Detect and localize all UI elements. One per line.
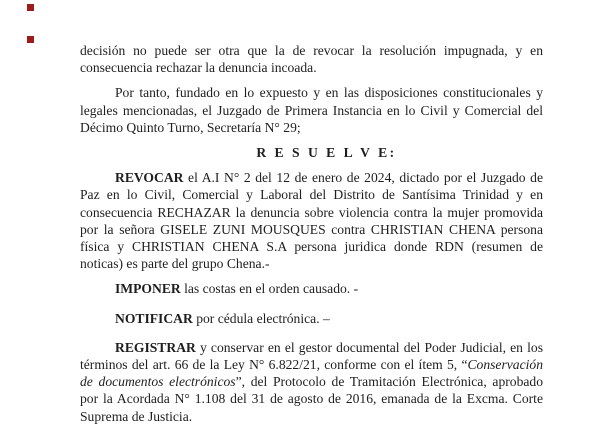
red-square-marker-bottom — [27, 36, 34, 43]
registrar-italic-citation: Conservación de documentos electrónicos — [80, 357, 543, 390]
paragraph-registrar-text-1: y conservar en el gestor documental del Poder Judicial, en los términos del art. 66 de la Ley N° 6.822/21, conforme con el ítem 5, “ — [80, 339, 543, 373]
revocar-keyword: REVOCAR — [115, 170, 184, 186]
paragraph-decision — [80, 42, 543, 76]
imponer-keyword: IMPONER — [115, 281, 181, 297]
document-body — [80, 42, 543, 425]
paragraph-revocar-text: el A.I N° 2 del 12 de enero de 2024, dictado por el Juzgado de Paz en lo Civil, Comercial y Laboral del Distrito de Santísima Trinidad y en consecuencia RECHAZAR la denuncia sobre violencia contra la mujer promovida por la señora GISELE ZUNI MOUSQUES contra CHRISTIAN CHENA persona física y CHRISTIAN CHENA S.A persona juridica donde RDN (resumen de noticas) es parte del grupo Chena.- — [80, 170, 543, 272]
paragraph-registrar — [80, 339, 543, 425]
paragraph-registrar-text-2: ”, del Protocolo de Tramitación Electrónica, aprobado por la Acordada N° 1.108 del 31 de agosto de 2016, emanada de la Excma. Corte Suprema de Justicia. — [80, 374, 543, 424]
red-square-marker-top — [27, 4, 34, 11]
paragraph-imponer — [80, 280, 543, 297]
paragraph-notificar — [80, 310, 543, 327]
paragraph-por-tanto-text: Por tanto, fundado en lo expuesto y en las disposiciones constitucionales y legales mencionadas, el Juzgado de Primera Instancia en lo Civil y Comercial del Décimo Quinto Turno, Secretaría N° 29; — [80, 85, 543, 135]
paragraph-revocar — [80, 169, 543, 272]
notificar-keyword: NOTIFICAR — [115, 310, 193, 326]
paragraph-imponer-text: las costas en el orden causado. - — [180, 281, 359, 297]
registrar-keyword: REGISTRAR — [115, 339, 196, 355]
paragraph-notificar-text: por cédula electrónica. – — [192, 310, 330, 326]
paragraph-decision-text: decisión no puede ser otra que la de revocar la resolución impugnada, y en consecuencia rechazar la denuncia incoada. — [80, 43, 543, 76]
resuelve-heading-text: R E S U E L V E: — [256, 145, 397, 161]
resuelve-heading — [80, 144, 543, 161]
paragraph-por-tanto — [80, 84, 543, 136]
